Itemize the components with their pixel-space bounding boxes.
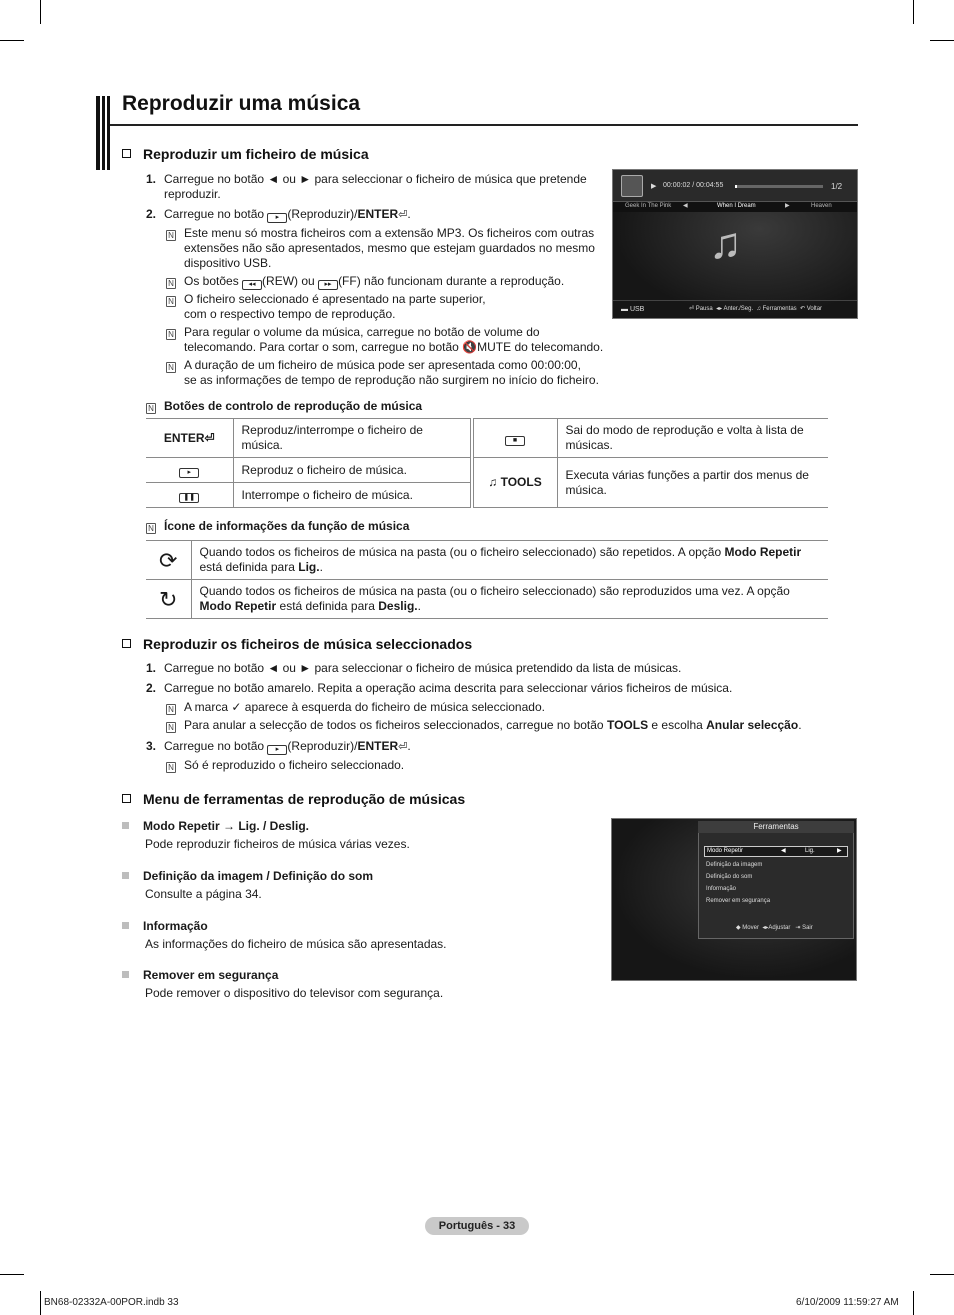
music-note-icon: ♫ [709, 219, 742, 268]
note: N Este menu só mostra ficheiros com a extensão MP3. Os ficheiros com outras extensões não são apresentados, mesmo que estejam guardados no mesmo dispositivo USB. [166, 226, 595, 271]
title-rule [110, 124, 858, 126]
tools-icon: ♫ [488, 475, 498, 489]
print-filename: BN68-02332A-00POR.indb 33 [44, 1297, 179, 1308]
control-desc: Interrompe o ficheiro de música. [233, 483, 470, 508]
control-desc: Sai do modo de reprodução e volta à lista de músicas. [557, 419, 828, 458]
note: N Os botões ◂◂ (REW) ou ▸▸ (FF) não funcionam durante a reprodução. [166, 274, 564, 290]
controls-table [146, 418, 828, 508]
crop-mark [0, 1274, 24, 1275]
menu-item-modo-repetir[interactable]: Modo Repetir ◀ Lig. ▶ [704, 846, 848, 857]
play-button-icon: ▸ [267, 213, 287, 223]
note: N Para regular o volume da música, carregue no botão de volume do telecomando. Para cortar o som, carregue no botão 🔇MUTE do telecomando. [166, 325, 603, 355]
play-button-icon: ▸ [267, 745, 287, 755]
icon-desc: Quando todos os ficheiros de música na pasta (ou o ficheiro seleccionado) são reproduzidos uma vez. A opção Modo Repetir está definida para Deslig.. [191, 580, 828, 619]
enter-icon: ⏎ [689, 306, 695, 312]
checkbox-icon [122, 149, 131, 158]
crop-mark [913, 0, 914, 24]
left-right-icon: ◂▸ [762, 925, 769, 931]
tools-legend: ◆ Mover ◂▸Adjustar ⇥ Sair [736, 925, 813, 931]
step-1: 1. Carregue no botão ◄ ou ► para seleccionar o ficheiro de música que pretende reproduzir. [146, 172, 587, 201]
return-icon: ↶ [800, 306, 806, 312]
crop-mark [40, 0, 41, 24]
page-title: Reproduzir uma música [122, 92, 361, 115]
icons-caption: N Ícone de informações da função de música [146, 519, 409, 534]
note: N Para anular a selecção de todos os ficheiros seleccionados, carregue no botão TOOLS e escolha Anular selecção. [166, 718, 802, 733]
menu-item[interactable]: Informação [706, 886, 737, 892]
page-number-badge: Português - 33 [425, 1217, 529, 1235]
tool-item: Definição da imagem / Definição do som Consulte a página 34. [122, 867, 373, 903]
progress-bar [735, 185, 823, 188]
enter-icon: ⏎ [398, 209, 408, 221]
usb-icon: ▬ [621, 306, 628, 313]
step-2: 2. Carregue no botão ▸ (Reproduzir)/ENTER⏎. [146, 207, 411, 221]
note: N A marca ✓ aparece à esquerda do ficheiro de música seleccionado. [166, 700, 545, 715]
pause-key-cell [146, 483, 233, 508]
menu-item[interactable]: Definição do som [706, 874, 753, 880]
step-1: 1. Carregue no botão ◄ ou ► para seleccionar o ficheiro de música pretendido da lista de músicas. [146, 661, 682, 675]
arrow-right-icon: ▶ [785, 203, 790, 209]
track-count: 1/2 [831, 182, 843, 191]
step-3: 3. Carregue no botão ▸ (Reproduzir)/ENTER⏎. [146, 739, 411, 753]
note-icon: N [146, 403, 156, 414]
tools-key-cell: ♫ TOOLS [473, 458, 557, 508]
note-icon: N [166, 230, 176, 241]
enter-icon: ⏎ [204, 430, 215, 445]
note-icon: N [166, 722, 176, 733]
pause-button-icon: ❚❚ [179, 493, 199, 503]
bullet-icon [122, 971, 129, 978]
play-time: 00:00:02 / 00:04:55 [663, 182, 724, 189]
menu-item[interactable]: Definição da imagem [706, 862, 763, 868]
enter-key-cell: ENTER⏎ [146, 419, 233, 458]
print-timestamp: 6/10/2009 11:59:27 AM [796, 1297, 899, 1308]
repeat-all-icon: ⟳ [146, 541, 191, 580]
section-heading: Menu de ferramentas de reprodução de músicas [122, 791, 465, 807]
track-next: Heaven [811, 203, 832, 209]
note-icon: N [166, 762, 176, 773]
arrow-right-icon: ▶ [837, 848, 842, 854]
crop-mark [930, 1274, 954, 1275]
crop-mark [913, 1291, 914, 1315]
arrow-left-icon: ◀ [683, 203, 688, 209]
album-art-icon [621, 175, 643, 197]
note-icon: N [166, 296, 176, 307]
checkbox-icon [122, 794, 131, 803]
arrow-left-icon: ◀ [781, 848, 786, 854]
repeat-once-icon: ↻ [146, 580, 191, 619]
note-icon: N [166, 362, 176, 373]
track-prev: Geek In The Pink [625, 203, 672, 209]
note: N A duração de um ficheiro de música pode ser apresentada como 00:00:00, se as informações de tempo de reprodução não surgirem no início do ficheiro. [166, 358, 599, 388]
usb-label: ▬ USB [621, 306, 645, 313]
tools-header: Ferramentas [698, 821, 854, 833]
tool-item: Remover em segurança Pode remover o dispositivo do televisor com segurança. [122, 966, 443, 1002]
note: N O ficheiro seleccionado é apresentado na parte superior, com o respectivo tempo de reprodução. [166, 292, 486, 322]
tools-menu-screenshot [611, 818, 857, 981]
checkbox-icon [122, 639, 131, 648]
controls-caption: N Botões de controlo de reprodução de música [146, 399, 422, 414]
rew-button-icon: ◂◂ [242, 280, 262, 290]
title-decoration [96, 96, 110, 170]
music-player-screenshot [612, 169, 858, 319]
play-icon: ▶ [651, 183, 657, 190]
tool-item: Informação As informações do ficheiro de música são apresentadas. [122, 917, 447, 953]
check-mark-icon: ✓ [231, 700, 242, 714]
menu-item[interactable]: Remover em segurança [706, 898, 771, 904]
bullet-icon [122, 922, 129, 929]
crop-mark [0, 40, 24, 41]
section-heading: Reproduzir um ficheiro de música [122, 146, 369, 162]
bullet-icon [122, 872, 129, 879]
tools-icon: ♫ [756, 306, 761, 312]
note-icon: N [166, 329, 176, 340]
note-icon: N [166, 704, 176, 715]
step-2: 2. Carregue no botão amarelo. Repita a operação acima descrita para seleccionar vários ficheiros de música. [146, 681, 733, 695]
track-current: When I Dream [717, 203, 756, 209]
section-heading: Reproduzir os ficheiros de música seleccionados [122, 636, 472, 652]
ff-button-icon: ▸▸ [318, 280, 338, 290]
icons-table [146, 540, 828, 619]
control-desc: Reproduz/interrompe o ficheiro de música. [233, 419, 470, 458]
crop-mark [40, 1291, 41, 1315]
play-button-icon: ▸ [179, 468, 199, 478]
note: N Só é reproduzido o ficheiro seleccionado. [166, 758, 404, 773]
crop-mark [930, 40, 954, 41]
player-legend: ⏎ Pausa ◂▸ Anter./Seg. ♫ Ferramentas ↶ Voltar [689, 306, 823, 312]
mute-icon: 🔇 [462, 340, 478, 354]
control-desc: Executa várias funções a partir dos menus de música. [557, 458, 828, 508]
bullet-icon [122, 822, 129, 829]
return-button-icon: ■ [505, 436, 525, 446]
tool-item: Modo Repetir → Lig. / Deslig. Pode reproduzir ficheiros de música várias vezes. [122, 817, 410, 853]
control-desc: Reproduz o ficheiro de música. [233, 458, 470, 483]
enter-icon: ⏎ [398, 741, 408, 753]
exit-icon: ⇥ [795, 925, 801, 931]
up-down-icon: ◆ [736, 925, 741, 931]
left-right-icon: ◂▸ [716, 306, 723, 312]
note-icon: N [166, 278, 176, 289]
note-icon: N [146, 523, 156, 534]
play-key-cell [146, 458, 233, 483]
return-key-cell [473, 419, 557, 458]
icon-desc: Quando todos os ficheiros de música na pasta (ou o ficheiro seleccionado) são repetidos. A opção Modo Repetir está definida para Lig.. [191, 541, 828, 580]
tools-menu-list [706, 859, 770, 907]
